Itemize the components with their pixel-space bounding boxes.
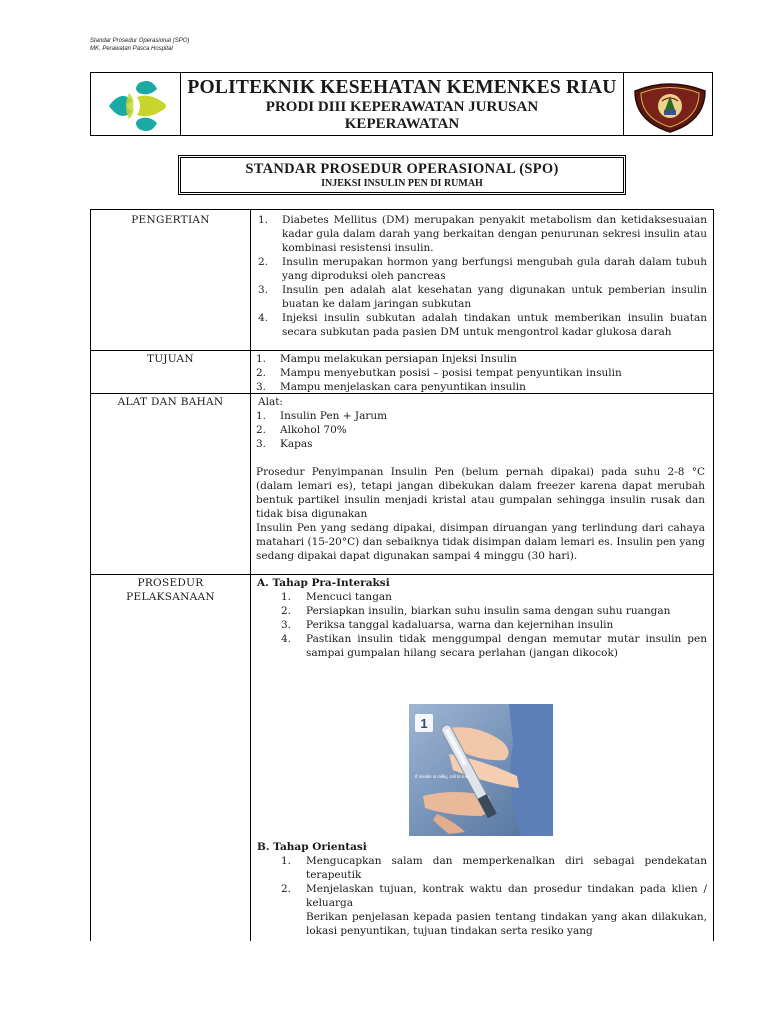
list-item: 2. Mampu menyebutkan posisi – posisi tempat penyuntikan insulin (256, 367, 622, 379)
list-item: 3. Periksa tanggal kadaluarsa, warna dan kejernihan insulin (281, 619, 614, 631)
list-item-text: Mampu menjelaskan cara penyuntikan insulin (280, 381, 526, 393)
section-b-content (257, 840, 707, 938)
row-label-prosedur (91, 576, 250, 604)
prosedur-content (257, 576, 707, 660)
spo-title-box (178, 155, 626, 195)
insulin-pen-photo (409, 704, 553, 836)
list-item: 2. Alkohol 70% (256, 424, 347, 436)
storage-paragraph: Prosedur Penyimpanan Insulin Pen (belum pernah dipakai) pada suhu 2-8 °C (dalam lemari es), tetapi jangan dibekukan dalam freezer karena dapat merubah bentuk partikel insulin menjadi kristal atau gumpalan sehingga insulin rusak dan tidak bisa digunakan (256, 466, 705, 520)
list-item-text: Pastikan insulin tidak menggumpal dengan memutar mutar insulin pen sampai gumpalan hilang secara perlahan (jangan dikocok) (306, 633, 707, 659)
poltekkes-seal-icon (631, 77, 709, 133)
list-item-text: Mencuci tangan (306, 591, 392, 603)
tujuan-content (253, 352, 705, 394)
list-item: 1. Mampu melakukan persiapan Injeksi Insulin (256, 353, 517, 365)
list-item-text: Kapas (280, 438, 313, 450)
list-item: 3. Kapas (256, 438, 313, 450)
list-item: 2. Menjelaskan tujuan, kontrak waktu dan prosedur tindakan pada klien / keluarga (281, 883, 707, 909)
running-header-line: MK. Perawatan Pasca Hospital (90, 46, 173, 52)
program-line: PRODI DIII KEPERAWATAN JURUSAN (265, 99, 539, 115)
alat-content (253, 395, 705, 563)
spo-subtitle: INJEKSI INSULIN PEN DI RUMAH (321, 178, 483, 189)
list-item: 2. Insulin merupakan hormon yang berfungsi mengubah gula darah dalam tubuh yang diproduksi oleh pancreas (258, 256, 707, 282)
document-running-header (90, 37, 189, 53)
table-row-divider (91, 574, 713, 575)
section-b-title: B. Tahap Orientasi (257, 841, 367, 853)
list-item: 4. Pastikan insulin tidak menggumpal dengan memutar mutar insulin pen sampai gumpalan hilang secara perlahan (jangan dikocok) (281, 633, 707, 659)
letterhead-divider (180, 73, 181, 135)
pengertian-content (255, 213, 707, 339)
list-item-text: Mampu melakukan persiapan Injeksi Insulin (280, 353, 517, 365)
list-item-text: Insulin merupakan hormon yang berfungsi mengubah gula darah dalam tubuh yang diproduksi oleh pancreas (282, 256, 707, 282)
list-item: 3. Insulin pen adalah alat kesehatan yang digunakan untuk pemberian insulin buatan ke dalam jaringan subkutan (258, 284, 707, 310)
list-item: 1. Mencuci tangan (281, 591, 392, 603)
list-item: 2. Persiapkan insulin, biarkan suhu insulin sama dengan suhu ruangan (281, 605, 671, 617)
list-item-text: Insulin Pen + Jarum (280, 410, 388, 422)
table-column-divider (250, 210, 251, 941)
list-item-text: Injeksi insulin subkutan adalah tindakan untuk memberikan insulin buatan secara subkutan pada pasien DM untuk mengontrol kadar glukosa darah (282, 312, 707, 338)
spo-title: STANDAR PROSEDUR OPERASIONAL (SPO) (245, 161, 559, 177)
program-name (183, 99, 621, 133)
section-a-title: A. Tahap Pra-Interaksi (257, 577, 390, 589)
row-label-line: PROSEDUR (137, 577, 204, 589)
spo-table (90, 209, 714, 941)
program-line: KEPERAWATAN (344, 116, 460, 132)
list-item-text: Persiapkan insulin, biarkan suhu insulin sama dengan suhu ruangan (306, 605, 671, 617)
letterhead (90, 72, 713, 136)
list-item: 1. Mengucapkan salam dan memperkenalkan diri sebagai pendekatan terapeutik (281, 855, 707, 881)
row-label-line: PELAKSANAAN (126, 591, 215, 603)
list-item-text: Periksa tanggal kadaluarsa, warna dan kejernihan insulin (306, 619, 614, 631)
institution-name: POLITEKNIK KESEHATAN KEMENKES RIAU (187, 77, 617, 98)
kemenkes-logo-icon (99, 79, 177, 133)
row-label-tujuan: TUJUAN (147, 353, 194, 365)
list-item-text: Diabetes Mellitus (DM) merupakan penyakit metabolism dan ketidaksesuaian kadar gula dalam darah yang berkaitan dengan penurunan sekresi insulin atau kombinasi resistensi insulin. (282, 214, 707, 254)
list-item: 4. Injeksi insulin subkutan adalah tindakan untuk memberikan insulin buatan secara subkutan pada pasien DM untuk mengontrol kadar glukosa darah (258, 312, 707, 338)
list-item-text: Insulin pen adalah alat kesehatan yang digunakan untuk pemberian insulin buatan ke dalam jaringan subkutan (282, 284, 707, 310)
running-header-line: Standar Prosedur Operasional (SPO) (90, 38, 190, 44)
row-label-alat: ALAT DAN BAHAN (117, 396, 224, 408)
storage-paragraph: Insulin Pen yang sedang dipakai, disimpan diruangan yang terlindung dari cahaya matahari (15-20°C) dan sebaiknya tidak disimpan dalam lemari es. Insulin pen yang sedang dipakai dapat digunakan sampai 4 minggu (30 hari). (256, 522, 705, 562)
table-row-divider (91, 350, 713, 351)
section-b-continuation: Berikan penjelasan kepada pasien tentang tindakan yang akan dilakukan, lokasi penyuntikan, tujuan tindakan serta resiko yang (306, 911, 707, 937)
letterhead-divider (623, 73, 624, 135)
alat-heading: Alat: (258, 396, 283, 408)
list-item: 1. Insulin Pen + Jarum (256, 410, 388, 422)
list-item-text: Mampu menyebutkan posisi – posisi tempat penyuntikan insulin (280, 367, 622, 379)
row-label-pengertian: PENGERTIAN (131, 214, 210, 226)
list-item-text: Menjelaskan tujuan, kontrak waktu dan prosedur tindakan pada klien / keluarga (306, 883, 707, 909)
list-item-text: Alkohol 70% (280, 424, 347, 436)
photo-step-number: 1 (420, 716, 428, 731)
list-item: 1. Diabetes Mellitus (DM) merupakan penyakit metabolism dan ketidaksesuaian kadar gula dalam darah yang berkaitan dengan penurunan sekresi insulin atau kombinasi resistensi insulin. (258, 214, 707, 254)
photo-caption: If insulin is milky, roll to mix. (415, 774, 471, 779)
list-item-text: Mengucapkan salam dan memperkenalkan diri sebagai pendekatan terapeutik (306, 855, 707, 881)
list-item: 3. Mampu menjelaskan cara penyuntikan insulin (256, 381, 526, 393)
